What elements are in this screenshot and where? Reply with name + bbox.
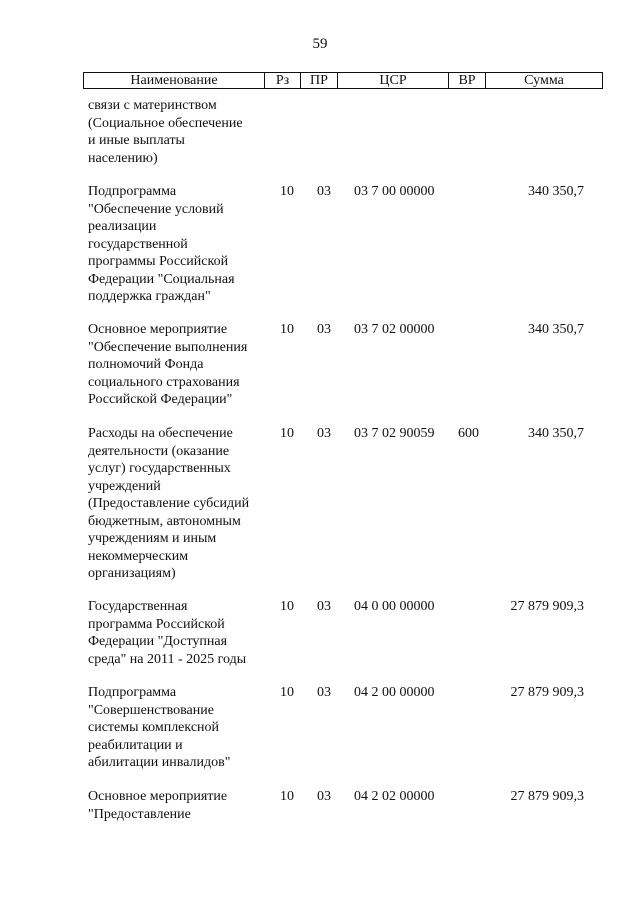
row-csr: 03 7 02 90059 (354, 426, 435, 441)
row-pr: 03 (317, 426, 331, 441)
row-csr: 03 7 00 00000 (354, 184, 435, 199)
row-pr: 03 (317, 599, 331, 614)
header-pr: ПР (301, 73, 338, 88)
row-name: Основное мероприятие "Обеспечение выполнения полномочий Фонда социального страхования Российской Федерации" (88, 322, 248, 407)
row-rz: 10 (280, 322, 294, 337)
row-rz: 10 (280, 599, 294, 614)
row-name: Расходы на обеспечение деятельности (оказание услуг) государственных учреждений (Предоставление субсидий бюджетным, автономным учреждениям и иным некоммерческим организациям) (88, 426, 250, 581)
row-name: Основное мероприятие "Предоставление (88, 789, 228, 822)
row-name: Подпрограмма "Совершенствование системы комплексной реабилитации и абилитации инвалидов" (88, 685, 231, 770)
header-vr: ВР (449, 73, 486, 88)
row-vr: 600 (458, 426, 479, 441)
header-rz: Рз (265, 73, 301, 88)
header-csr: ЦСР (338, 73, 449, 88)
row-csr: 04 2 02 00000 (354, 789, 435, 804)
row-rz: 10 (280, 789, 294, 804)
table-header (83, 72, 603, 89)
row-pr: 03 (317, 184, 331, 199)
header-name: Наименование (84, 73, 265, 88)
row-rz: 10 (280, 426, 294, 441)
row-sum: 27 879 909,3 (510, 789, 584, 804)
row-csr: 04 2 00 00000 (354, 685, 435, 700)
row-csr: 04 0 00 00000 (354, 599, 435, 614)
row-sum: 340 350,7 (528, 426, 584, 441)
row-sum: 27 879 909,3 (510, 599, 584, 614)
row-sum: 27 879 909,3 (510, 685, 584, 700)
row-name: Подпрограмма "Обеспечение условий реализации государственной программы Российской Федерации "Социальная поддержка граждан" (88, 184, 235, 304)
row-pr: 03 (317, 685, 331, 700)
row-csr: 03 7 02 00000 (354, 322, 435, 337)
row-rz: 10 (280, 685, 294, 700)
row-pr: 03 (317, 322, 331, 337)
row-sum: 340 350,7 (528, 322, 584, 337)
header-sum: Сумма (524, 73, 564, 88)
row-sum: 340 350,7 (528, 184, 584, 199)
row-rz: 10 (280, 184, 294, 199)
row-name: Государственная программа Российской Федерации "Доступная среда" на 2011 - 2025 годы (88, 599, 247, 667)
row-pr: 03 (317, 789, 331, 804)
page-number: 59 (312, 36, 328, 52)
row-name: связи с материнством (Социальное обеспечение и иные выплаты населению) (88, 98, 243, 166)
